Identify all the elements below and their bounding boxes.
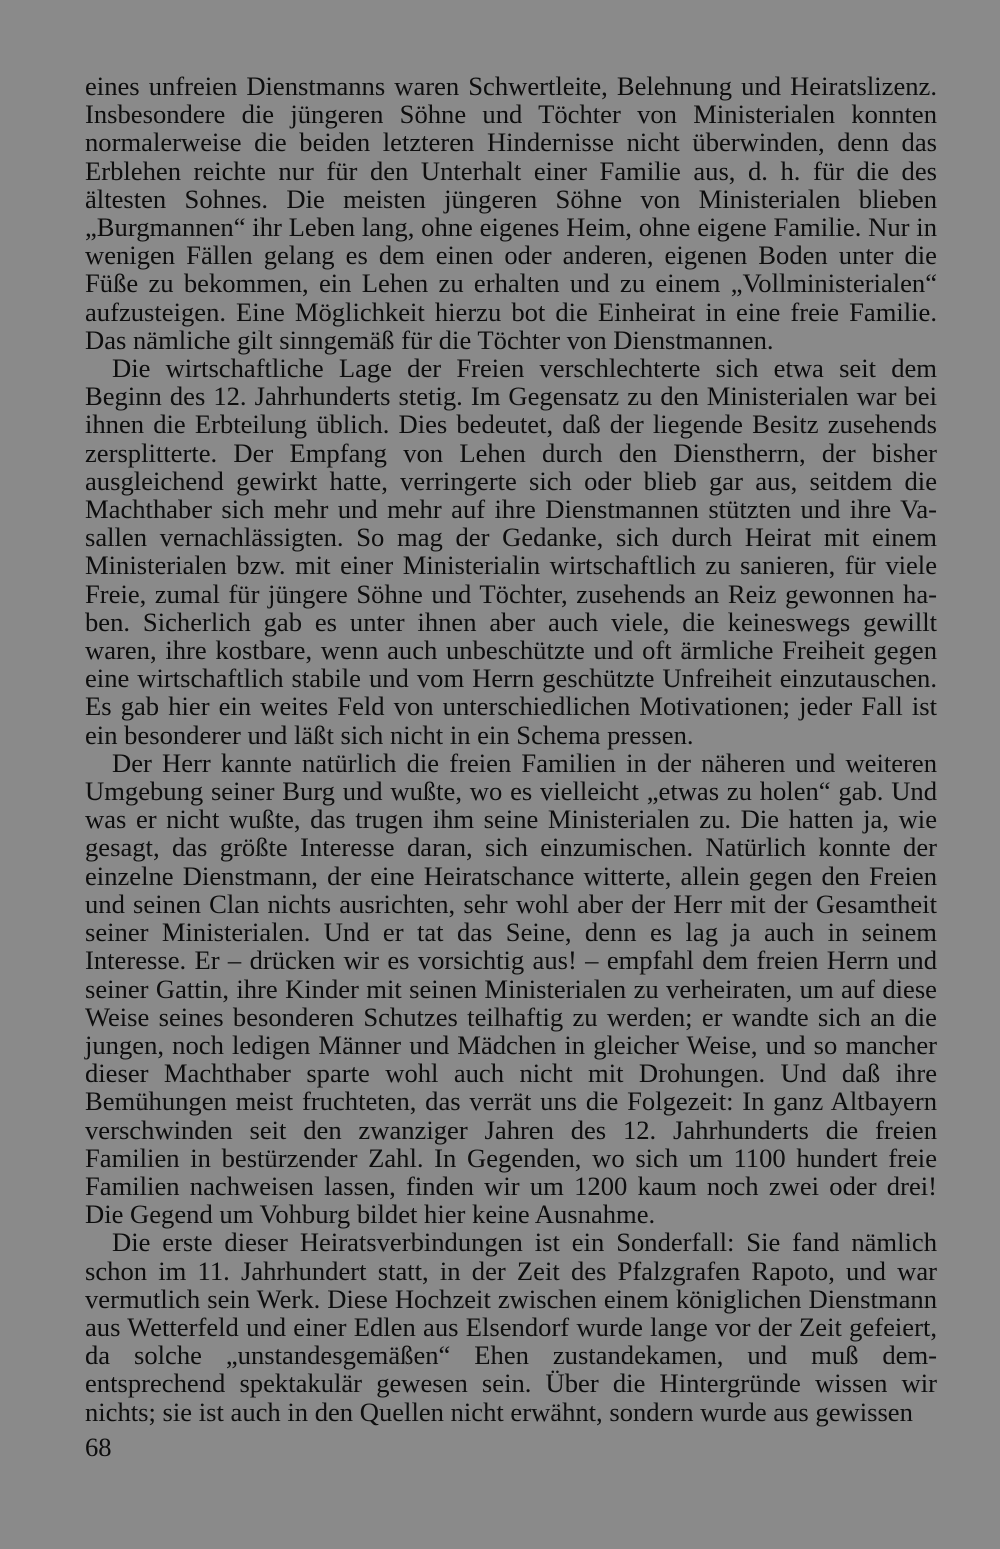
paragraph-1: eines unfreien Dienstmanns waren Schwertleite, Belehnung und Heiratslizenz. Insbesondere die jüngeren Söhne und Töchter von Ministerialen konnten normalerweise die beiden letzteren Hindernisse nicht überwinden, denn das Erblehen reichte nur für den Unterhalt einer Familie aus, d. h. für die des ältesten Sohnes. Die meisten jüngeren Söhne von Ministerialen blieben „Burgmannen“ ihr Leben lang, ohne eigenes Heim, ohne eigene Familie. Nur in wenigen Fällen gelang es dem einen oder anderen, eigenen Boden unter die Füße zu bekommen, ein Lehen zu erhalten und zu einem „Vollministerialen“ aufzusteigen. Eine Möglichkeit hierzu bot die Einheirat in eine freie Familie. Das nämliche gilt sinngemäß für die Töchter von Dienstmannen. [85, 71, 937, 355]
page-number: 68 [85, 1432, 112, 1462]
paragraph-4: Die erste dieser Heiratsverbindungen ist ein Sonderfall: Sie fand nämlich schon im 11. Jahrhundert statt, in der Zeit des Pfalzgrafen Rapoto, und war vermutlich sein Werk. Diese Hochzeit zwischen einem königlichen Dienstmann aus Wetterfeld und einer Edlen aus Elsendorf wurde lange vor der Zeit gefeiert, da solche „unstandesgemäßen“ Ehen zustandekamen, und muß dementsprechend spektakulär gewesen sein. Über die Hintergründe wissen wir nichts; sie ist auch in den Quellen nicht erwähnt, sondern wurde aus gewissen [85, 1227, 937, 1427]
paragraph-2: Die wirtschaftliche Lage der Freien verschlechterte sich etwa seit dem Beginn des 12. Jahrhunderts stetig. Im Gegensatz zu den Ministerialen war bei ihnen die Erbteilung üblich. Dies bedeutet, daß der liegende Besitz zusehends zersplitterte. Der Empfang von Lehen durch den Dienstherrn, der bisher ausgleichend gewirkt hatte, verringerte sich oder blieb gar aus, seitdem die Machthaber sich mehr und mehr auf ihre Dienstmannen stützten und ihre Vasallen vernachlässigten. So mag der Gedanke, sich durch Heirat mit einem Ministerialen bzw. mit einer Ministerialin wirtschaftlich zu sanieren, für viele Freie, zumal für jüngere Söhne und Töchter, zusehends an Reiz gewonnen haben. Sicherlich gab es unter ihnen aber auch viele, die keineswegs gewillt waren, ihre kostbare, wenn auch unbeschützte und oft ärmliche Freiheit gegen eine wirtschaftlich stabile und vom Herrn geschützte Unfreiheit einzutauschen. Es gab hier ein weites Feld von unterschiedlichen Motivationen; jeder Fall ist ein besonderer und läßt sich nicht in ein Schema pressen. [85, 353, 937, 750]
paragraph-3: Der Herr kannte natürlich die freien Familien in der näheren und weiteren Umgebung seiner Burg und wußte, wo es vielleicht „etwas zu holen“ gab. Und was er nicht wußte, das trugen ihm seine Ministerialen zu. Die hatten ja, wie gesagt, das größte Interesse daran, sich einzumischen. Natürlich konnte der einzelne Dienstmann, der eine Heiratschance witterte, allein gegen den Freien und seinen Clan nichts ausrichten, sehr wohl aber der Herr mit der Gesamtheit seiner Ministerialen. Und er tat das Seine, denn es lag ja auch in seinem Interesse. Er – drücken wir es vorsichtig aus! – empfahl dem freien Herrn und seiner Gattin, ihre Kinder mit seinen Ministerialen zu verheiraten, um auf diese Weise seines besonderen Schutzes teilhaftig zu werden; er wandte sich an die jungen, noch ledigen Männer und Mädchen in gleicher Weise, und so mancher dieser Machthaber sparte wohl auch nicht mit Drohungen. Und daß ihre Bemühungen meist fruchteten, das verrät uns die Folgezeit: In ganz Altbayern verschwinden seit den zwanziger Jahren des 12. Jahrhunderts die freien Familien in bestürzender Zahl. In Gegenden, wo sich um 1100 hundert freie Familien nachweisen lassen, finden wir um 1200 kaum noch zwei oder drei! Die Gegend um Vohburg bildet hier keine Ausnahme. [85, 747, 937, 1230]
book-page-text [85, 72, 937, 1426]
